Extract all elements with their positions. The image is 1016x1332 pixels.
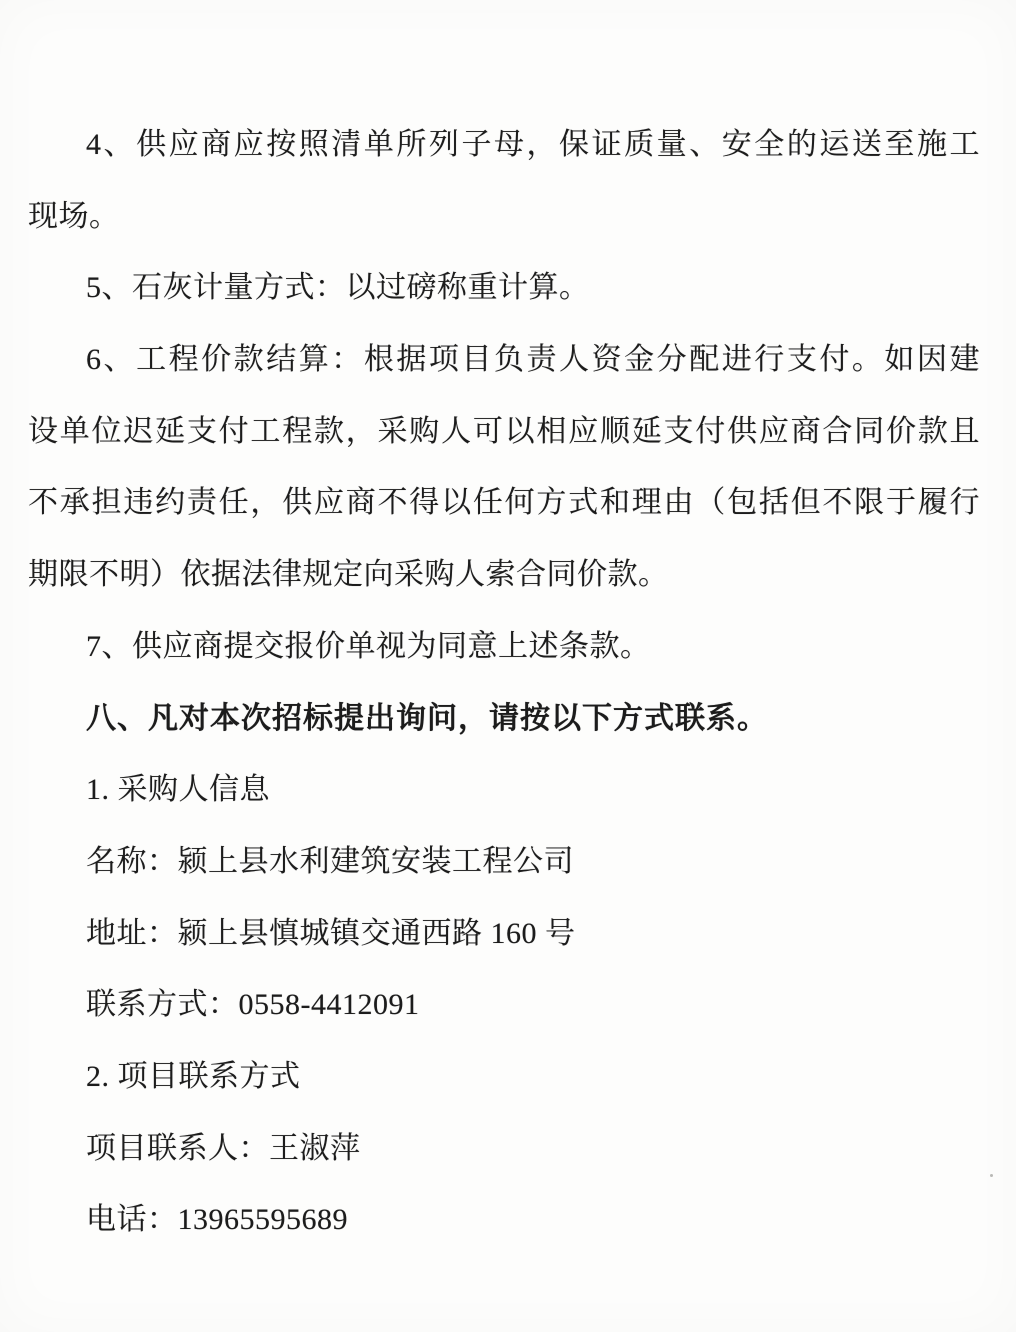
clause-6-line-4: 期限不明）依据法律规定向采购人索合同价款。 [28, 558, 669, 592]
clause-4-line-2: 现场。 [28, 199, 120, 233]
purchaser-address: 地址：颍上县慎城镇交通西路 160 号 [86, 916, 576, 950]
clause-6-line-2: 设单位迟延支付工程款，采购人可以相应顺延支付供应商合同价款且 [28, 414, 980, 448]
section-8-heading: 八、凡对本次招标提出询问，请按以下方式联系。 [86, 701, 768, 735]
project-contact-heading: 2. 项目联系方式 [86, 1059, 301, 1093]
purchaser-name: 名称：颍上县水利建筑安装工程公司 [86, 844, 574, 878]
purchaser-contact-number: 联系方式：0558-4412091 [86, 988, 420, 1022]
clause-4-line-1: 4、供应商应按照清单所列子母，保证质量、安全的运送至施工 [86, 128, 980, 161]
scan-dust-speck [990, 1174, 993, 1177]
clause-6-line-1: 6、工程价款结算：根据项目负责人资金分配进行支付。如因建 [86, 343, 980, 377]
document-text-block [28, 122, 980, 1269]
clause-5: 5、石灰计量方式：以过磅称重计算。 [86, 271, 590, 305]
clause-6-line-3: 不承担违约责任，供应商不得以任何方式和理由（包括但不限于履行 [28, 486, 980, 520]
purchaser-info-heading: 1. 采购人信息 [86, 773, 270, 807]
project-contact-phone: 电话：13965595689 [86, 1203, 348, 1237]
clause-7: 7、供应商提交报价单视为同意上述条款。 [86, 629, 651, 663]
project-contact-person: 项目联系人：王淑萍 [86, 1131, 361, 1165]
